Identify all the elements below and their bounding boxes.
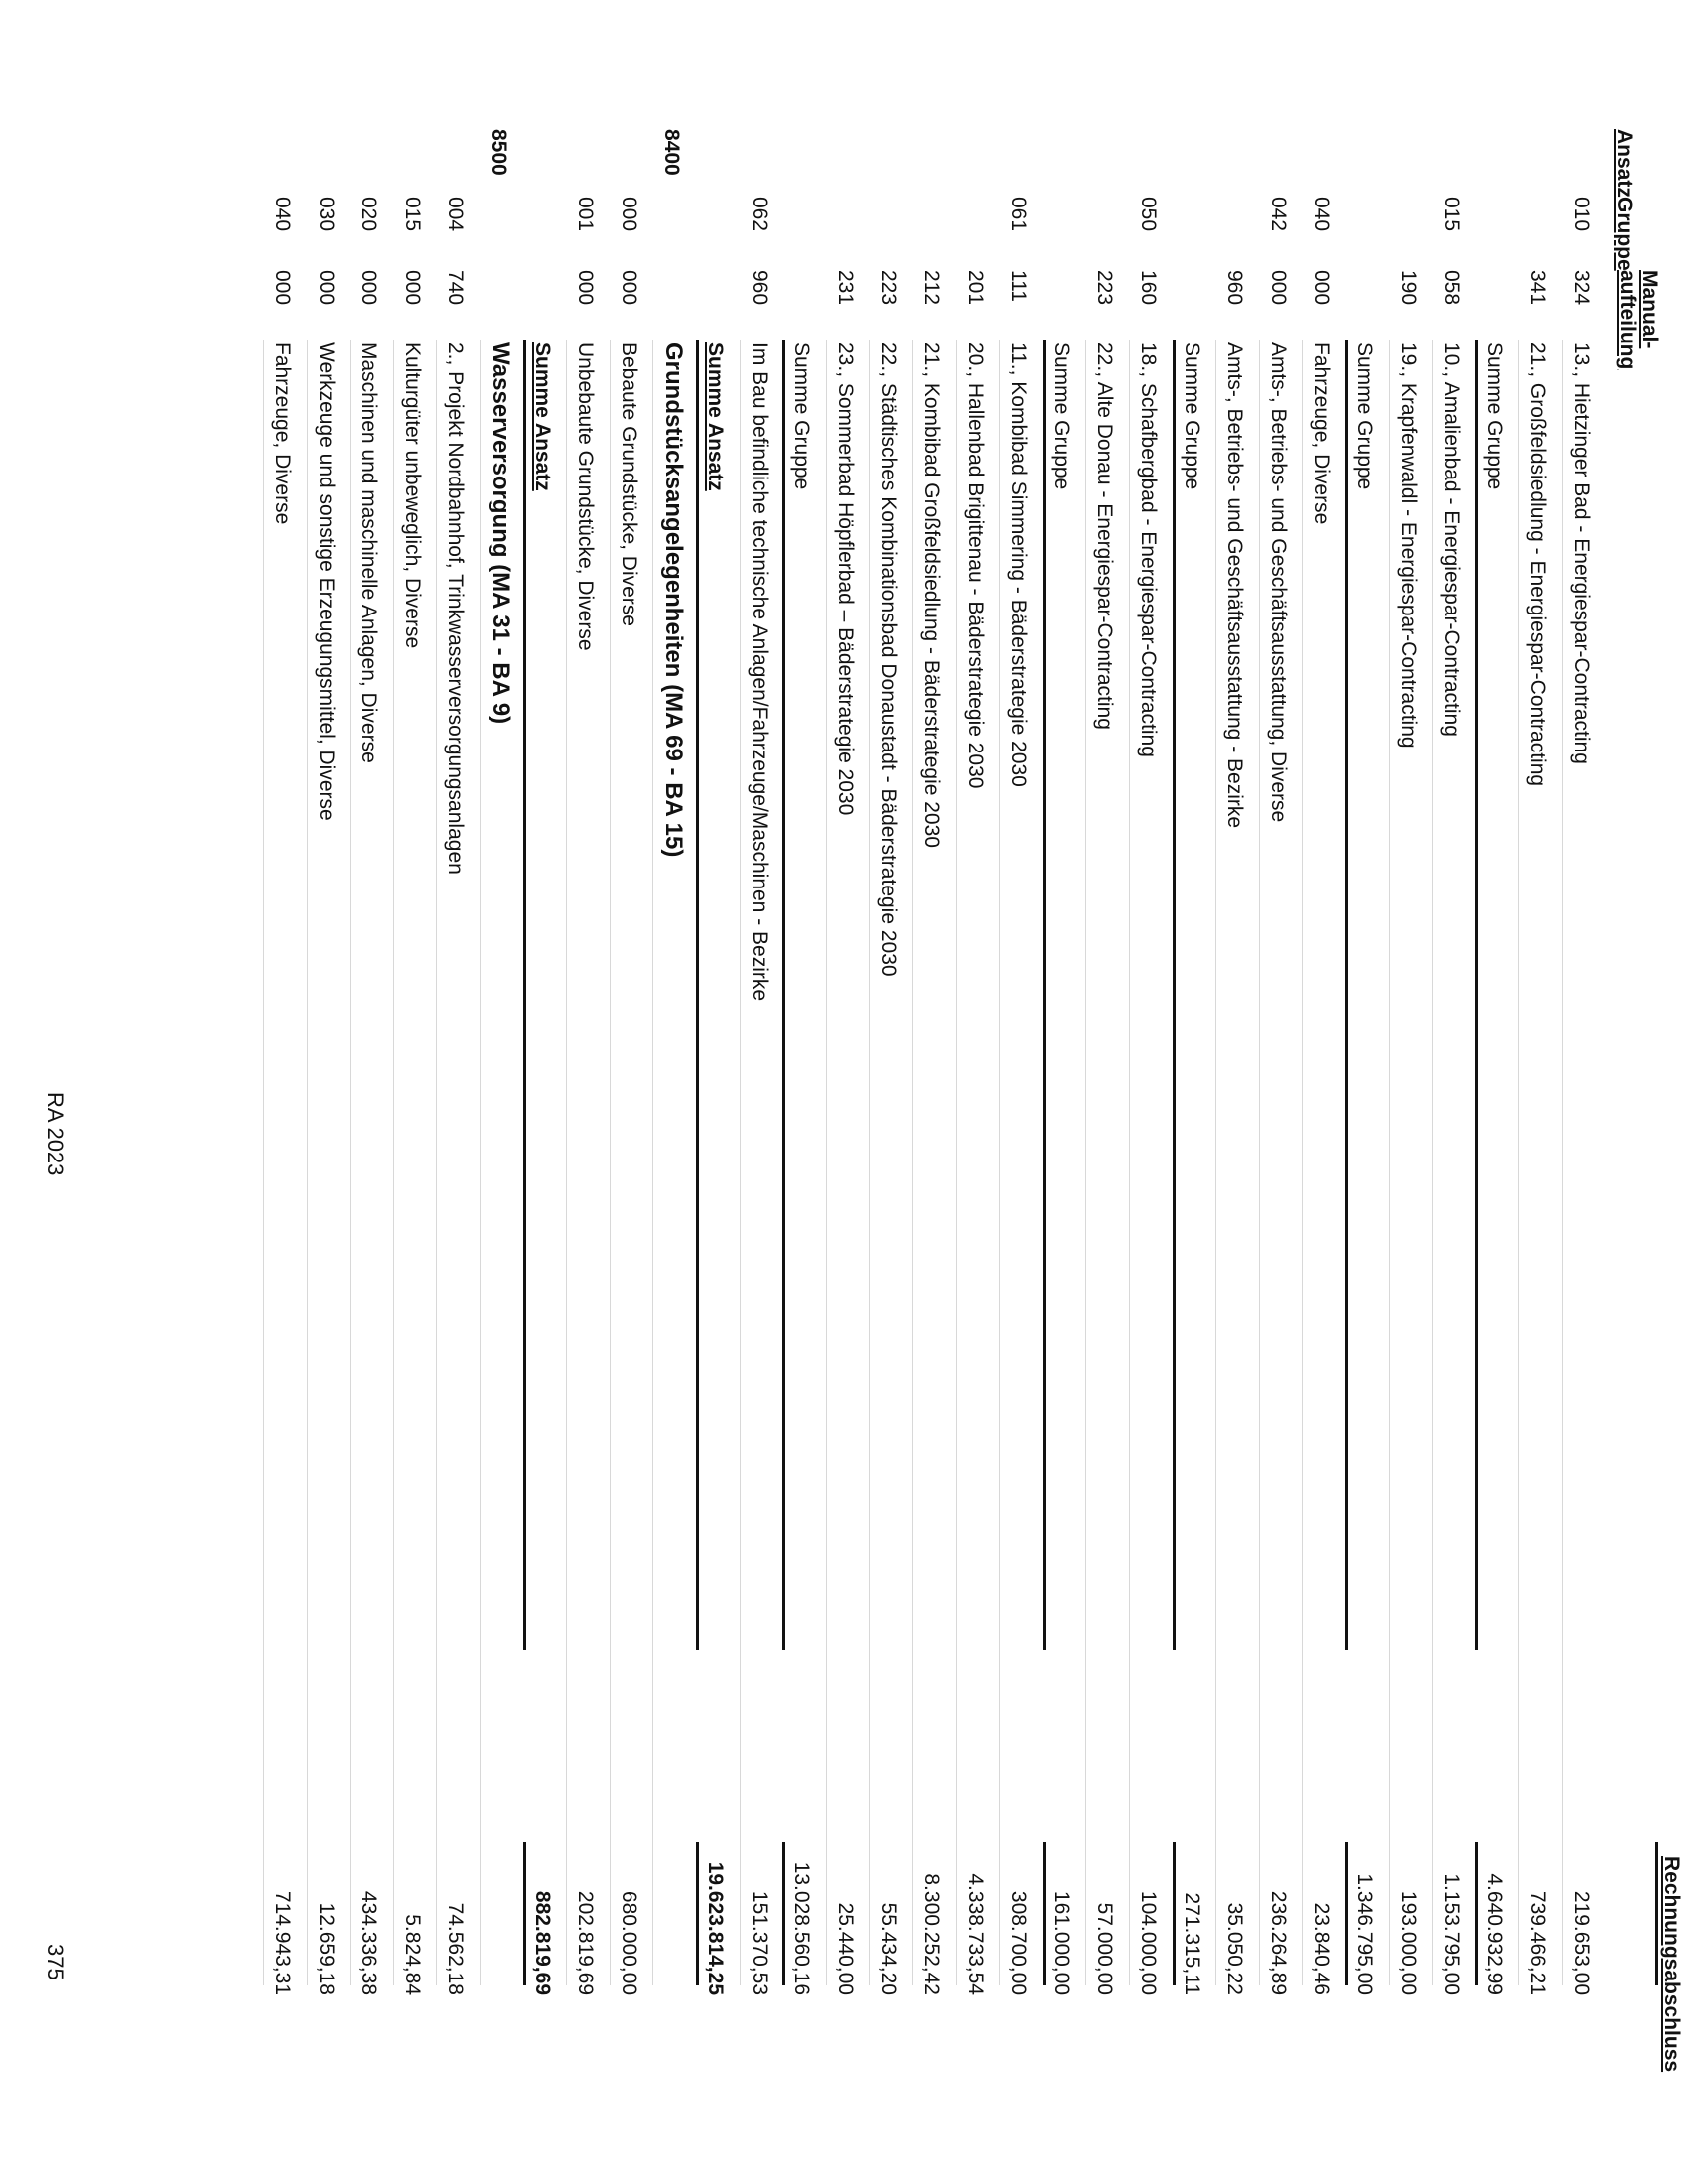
cell-gruppe: 015 <box>1440 197 1464 232</box>
cell-description: Amts-, Betriebs- und Geschäftsausstattung - Bezirke <box>1223 342 1247 829</box>
cell-manualaufteilung: 000 <box>1310 270 1333 306</box>
table-row <box>566 0 609 2184</box>
report-label: RA 2023 <box>43 1092 68 1176</box>
summary-row <box>1173 0 1215 2184</box>
cell-ansatz: 8500 <box>488 129 510 176</box>
cell-description: 2., Projekt Nordbahnhof, Trinkwasserversorgungsanlagen <box>444 342 468 875</box>
table-row <box>1518 0 1561 2184</box>
cell-manualaufteilung: 960 <box>747 270 771 306</box>
table-row <box>826 0 869 2184</box>
cell-description: Fahrzeuge, Diverse <box>1310 342 1333 525</box>
cell-rechnungsabschluss: 13.028.560,16 <box>790 1861 814 1995</box>
table-row <box>1259 0 1302 2184</box>
cell-manualaufteilung: 223 <box>877 270 901 306</box>
cell-gruppe: 000 <box>617 197 640 232</box>
column-header-rechnungsabschluss: Rechnungsabschluss <box>1660 1856 1683 2073</box>
cell-rechnungsabschluss: 23.840,46 <box>1310 1902 1333 1995</box>
table-row <box>1085 0 1128 2184</box>
column-header-ansatz: Ansatz <box>1614 129 1636 198</box>
cell-gruppe: 061 <box>1007 197 1031 232</box>
cell-description: 22., Alte Donau - Energiespar-Contracting <box>1093 342 1117 730</box>
cell-description: Grundstücksangelegenheiten (MA 69 - BA 15) <box>660 342 688 858</box>
cell-gruppe: 030 <box>314 197 338 232</box>
cell-rechnungsabschluss: 714.943,31 <box>271 1890 294 1995</box>
cell-description: Wasserversorgung (MA 31 - BA 9) <box>488 342 514 725</box>
section-row <box>652 0 695 2184</box>
cell-rechnungsabschluss: 151.370,53 <box>747 1890 771 1995</box>
cell-rechnungsabschluss: 434.336,38 <box>357 1890 381 1995</box>
cell-gruppe: 004 <box>444 197 468 232</box>
cell-manualaufteilung: 341 <box>1526 270 1550 306</box>
cell-description: 18., Schafbergbad - Energiespar-Contracting <box>1137 342 1160 757</box>
cell-description: 21., Großfeldsiedlung - Energiespar-Contracting <box>1526 342 1550 787</box>
table-row <box>912 0 955 2184</box>
cell-rechnungsabschluss: 35.050,22 <box>1223 1902 1247 1995</box>
summary-row <box>782 0 825 2184</box>
cell-gruppe: 042 <box>1266 197 1290 232</box>
cell-rechnungsabschluss: 1.346.795,00 <box>1353 1873 1376 1995</box>
cell-description: 13., Hietzinger Bad - Energiespar-Contracting <box>1570 342 1593 764</box>
cell-manualaufteilung: 000 <box>314 270 338 306</box>
cell-gruppe: 062 <box>747 197 771 232</box>
summary-row <box>1345 0 1388 2184</box>
cell-rechnungsabschluss: 55.434,20 <box>877 1902 901 1995</box>
table-row <box>1129 0 1172 2184</box>
cell-rechnungsabschluss: 236.264,89 <box>1266 1890 1290 1995</box>
table-row <box>263 0 306 2184</box>
cell-manualaufteilung: 000 <box>617 270 640 306</box>
cell-rechnungsabschluss: 308.700,00 <box>1007 1890 1031 1995</box>
cell-manualaufteilung: 000 <box>400 270 424 306</box>
cell-description: Werkzeuge und sonstige Erzeugungsmittel, Diverse <box>314 342 338 821</box>
cell-rechnungsabschluss: 882.819,69 <box>530 1890 554 1995</box>
cell-description: Kulturgüter unbeweglich, Diverse <box>400 342 424 649</box>
table-row <box>436 0 479 2184</box>
cell-manualaufteilung: 000 <box>1266 270 1290 306</box>
cell-gruppe: 040 <box>271 197 294 232</box>
cell-rechnungsabschluss: 8.300.252,42 <box>920 1873 943 1995</box>
cell-description: Amts-, Betriebs- und Geschäftsausstattung, Diverse <box>1266 342 1290 823</box>
cell-description: Summe Gruppe <box>790 342 814 490</box>
cell-description: Summe Ansatz <box>704 342 727 491</box>
summary-row <box>1475 0 1518 2184</box>
cell-rechnungsabschluss: 1.153.795,00 <box>1440 1873 1464 1995</box>
cell-rechnungsabschluss: 4.640.932,99 <box>1482 1873 1506 1995</box>
cell-manualaufteilung: 000 <box>574 270 598 306</box>
table-row <box>1302 0 1344 2184</box>
cell-gruppe: 020 <box>357 197 381 232</box>
cell-rechnungsabschluss: 219.653,00 <box>1570 1890 1593 1995</box>
cell-description: 21., Kombibad Großfeldsiedlung - Bäderstrategie 2030 <box>920 342 943 848</box>
cell-rechnungsabschluss: 19.623.814,25 <box>704 1861 727 1995</box>
cell-manualaufteilung: 201 <box>963 270 987 306</box>
cell-rechnungsabschluss: 57.000,00 <box>1093 1902 1117 1995</box>
cell-gruppe: 010 <box>1570 197 1593 232</box>
cell-manualaufteilung: 740 <box>444 270 468 306</box>
table-row <box>1215 0 1258 2184</box>
cell-description: 23., Sommerbad Höpflerbad – Bäderstrategie 2030 <box>833 342 857 816</box>
cell-rechnungsabschluss: 104.000,00 <box>1137 1890 1160 1995</box>
cell-description: Maschinen und maschinelle Anlagen, Diverse <box>357 342 381 763</box>
table-row <box>1432 0 1474 2184</box>
table-row <box>350 0 392 2184</box>
cell-manualaufteilung: 231 <box>833 270 857 306</box>
summary-row <box>1043 0 1085 2184</box>
cell-description: Summe Gruppe <box>1353 342 1376 490</box>
cell-rechnungsabschluss: 12.659,18 <box>314 1902 338 1995</box>
summary-row <box>696 0 739 2184</box>
cell-manualaufteilung: 111 <box>1007 270 1031 302</box>
cell-description: 19., Krapfenwaldl - Energiespar-Contracting <box>1396 342 1420 749</box>
cell-manualaufteilung: 212 <box>920 270 943 306</box>
cell-description: Summe Ansatz <box>530 342 554 491</box>
cell-rechnungsabschluss: 5.824,84 <box>400 1914 424 1995</box>
cell-description: Unbebaute Grundstücke, Diverse <box>574 342 598 651</box>
cell-description: Fahrzeuge, Diverse <box>271 342 294 525</box>
cell-manualaufteilung: 960 <box>1223 270 1247 306</box>
cell-rechnungsabschluss: 739.466,21 <box>1526 1890 1550 1995</box>
column-header-manualaufteilung <box>1616 270 1660 369</box>
header-amount-bar <box>1655 1842 1658 1985</box>
table-row <box>393 0 436 2184</box>
table-row <box>1562 0 1605 2184</box>
section-row <box>480 0 522 2184</box>
table-row <box>999 0 1042 2184</box>
cell-gruppe: 015 <box>400 197 424 232</box>
table-row <box>956 0 999 2184</box>
cell-description: Summe Gruppe <box>1050 342 1073 490</box>
cell-rechnungsabschluss: 4.338.733,54 <box>963 1873 987 1995</box>
cell-description: Summe Gruppe <box>1482 342 1506 490</box>
cell-rechnungsabschluss: 202.819,69 <box>574 1890 598 1995</box>
cell-manualaufteilung: 190 <box>1396 270 1420 306</box>
cell-rechnungsabschluss: 193.000,00 <box>1396 1890 1420 1995</box>
cell-rechnungsabschluss: 74.562,18 <box>444 1902 468 1995</box>
cell-gruppe: 040 <box>1310 197 1333 232</box>
cell-gruppe: 001 <box>574 197 598 232</box>
manual-header-line-2: aufteilung <box>1616 270 1639 370</box>
page-number: 375 <box>43 1944 68 1980</box>
table-row <box>1389 0 1432 2184</box>
cell-manualaufteilung: 160 <box>1137 270 1160 306</box>
cell-ansatz: 8400 <box>660 129 684 176</box>
cell-manualaufteilung: 000 <box>271 270 294 306</box>
cell-gruppe: 050 <box>1137 197 1160 232</box>
cell-rechnungsabschluss: 25.440,00 <box>833 1902 857 1995</box>
cell-description: Bebaute Grundstücke, Diverse <box>617 342 640 626</box>
cell-rechnungsabschluss: 271.315,11 <box>1180 1892 1203 1995</box>
cell-description: Im Bau befindliche technische Anlagen/Fahrzeuge/Maschinen - Bezirke <box>747 342 771 1002</box>
cell-description: 11., Kombibad Simmering - Bäderstrategie 2030 <box>1007 342 1031 787</box>
cell-description: 20., Hallenbad Brigittenau - Bäderstrategie 2030 <box>963 342 987 789</box>
table-row <box>307 0 350 2184</box>
cell-manualaufteilung: 324 <box>1570 270 1593 306</box>
table-row <box>869 0 912 2184</box>
cell-rechnungsabschluss: 680.000,00 <box>617 1890 640 1995</box>
summary-row <box>523 0 566 2184</box>
manual-header-line-1: Manual- <box>1638 270 1661 349</box>
cell-manualaufteilung: 223 <box>1093 270 1117 306</box>
table-row <box>740 0 782 2184</box>
cell-description: 22., Städtisches Kombinationsbad Donaustadt - Bäderstrategie 2030 <box>877 342 901 977</box>
column-header-gruppe: Gruppe <box>1614 197 1636 271</box>
table-row <box>610 0 652 2184</box>
cell-manualaufteilung: 058 <box>1440 270 1464 306</box>
cell-description: Summe Gruppe <box>1180 342 1203 490</box>
cell-manualaufteilung: 000 <box>357 270 381 306</box>
cell-rechnungsabschluss: 161.000,00 <box>1050 1890 1073 1995</box>
cell-description: 10., Amalienbad - Energiespar-Contracting <box>1440 342 1464 737</box>
